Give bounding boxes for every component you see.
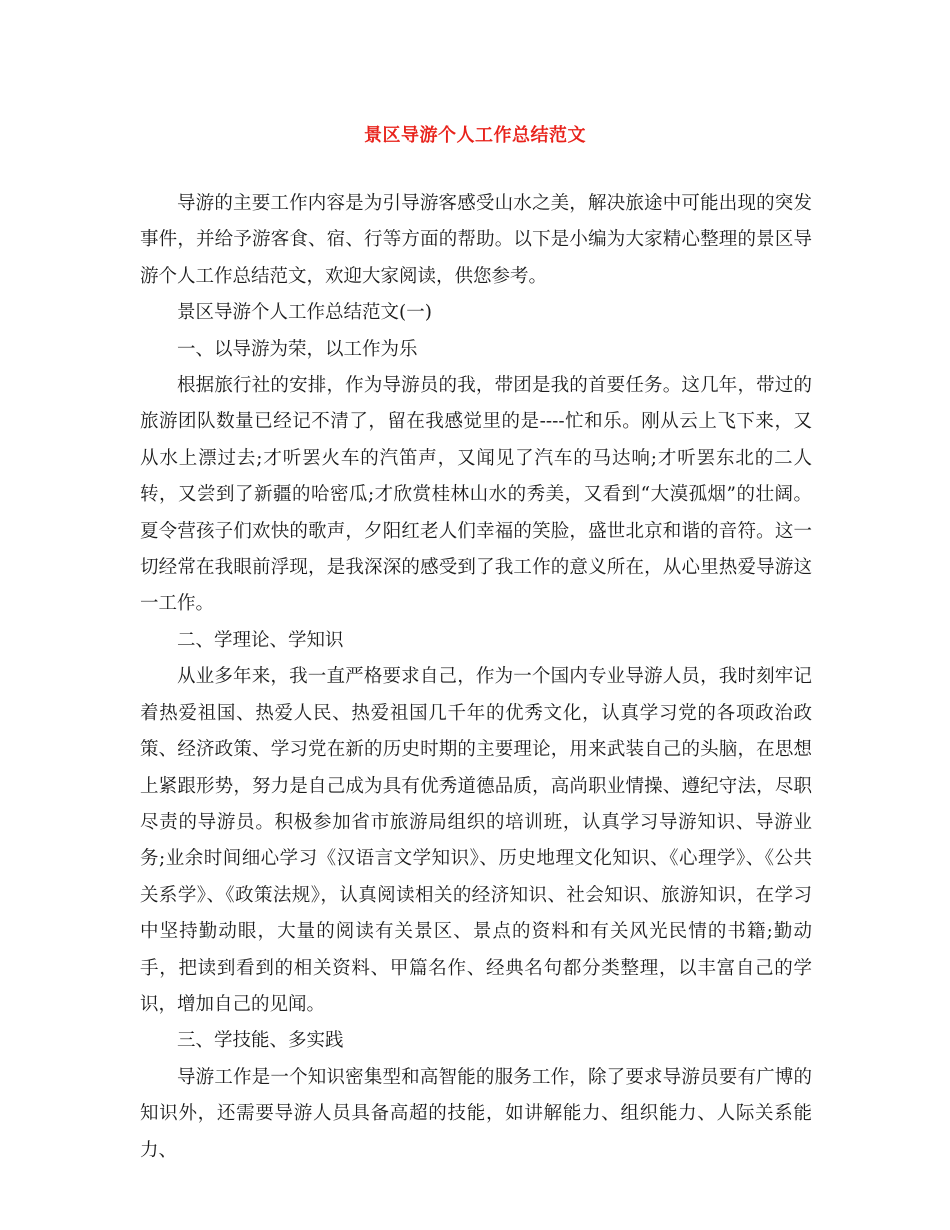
document-body <box>140 186 812 1169</box>
body-paragraph: 从业多年来，我一直严格要求自己，作为一个国内专业导游人员，我时刻牢记着热爱祖国、热爱人民、热爱祖国几千年的优秀文化，认真学习党的各项政治政策、经济政策、学习党在新的历史时期的主要理论，用来武装自己的头脑，在思想上紧跟形势，努力是自己成为具有优秀道德品质，高尚职业情操、遵纪守法，尽职尽责的导游员。积极参加省市旅游局组织的培训班，认真学习导游知识、导游业务;业余时间细心学习《汉语言文学知识》、历史地理文化知识、《心理学》、《公共关系学》、《政策法规》，认真阅读相关的经济知识、社会知识、旅游知识，在学习中坚持勤动眼，大量的阅读有关景区、景点的资料和有关风光民情的书籍;勤动手，把读到看到的相关资料、甲篇名作、经典名句都分类整理，以丰富自己的学识，增加自己的见闻。 <box>140 666 812 1015</box>
subheading-one: 一、以导游为荣，以工作为乐 <box>177 338 418 360</box>
section-heading-article-one: 景区导游个人工作总结范文(一) <box>177 302 432 324</box>
subheading-three: 三、学技能、多实践 <box>177 1030 344 1052</box>
intro-paragraph: 导游的主要工作内容是为引导游客感受山水之美，解决旅途中可能出现的突发事件，并给予游客食、宿、行等方面的帮助。以下是小编为大家精心整理的景区导游个人工作总结范文，欢迎大家阅读，供您参考。 <box>140 193 812 287</box>
body-paragraph: 根据旅行社的安排，作为导游员的我，带团是我的首要任务。这几年，带过的旅游团队数量已经记不清了，留在我感觉里的是----忙和乐。刚从云上飞下来，又从水上漂过去;才听罢火车的汽笛声，又闻见了汽车的马达响;才听罢东北的二人转，又尝到了新疆的哈密瓜;才欣赏桂林山水的秀美，又看到“大漠孤烟”的壮阔。夏令营孩子们欢快的歌声，夕阳红老人们幸福的笑脸，盛世北京和谐的音符。这一切经常在我眼前浮现，是我深深的感受到了我工作的意义所在，从心里热爱导游这一工作。 <box>140 375 812 615</box>
body-paragraph: 导游工作是一个知识密集型和高智能的服务工作，除了要求导游员要有广博的知识外，还需要导游人员具备高超的技能，如讲解能力、组织能力、人际关系能力、 <box>140 1066 812 1161</box>
subheading-two: 二、学理论、学知识 <box>177 629 344 651</box>
document-title: 景区导游个人工作总结范文 <box>364 125 586 146</box>
